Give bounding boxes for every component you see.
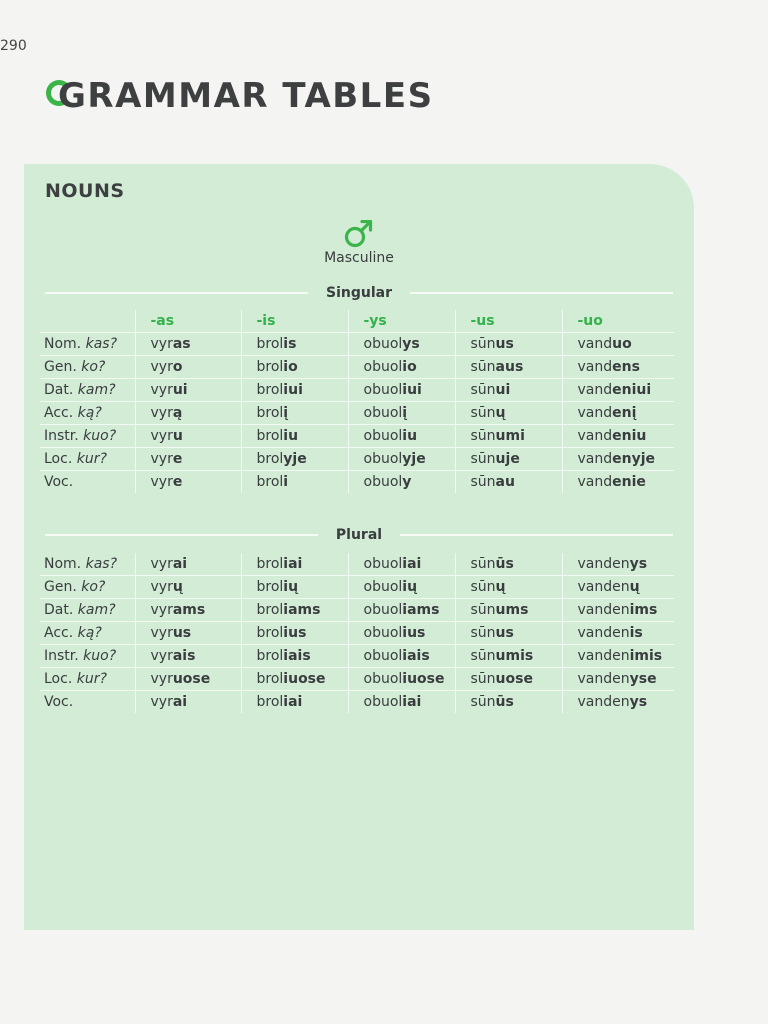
noun-ending: y	[402, 474, 412, 490]
noun-form-cell	[455, 333, 562, 356]
noun-stem: obuol	[363, 405, 403, 421]
case-question: ko?	[81, 359, 106, 375]
noun-stem: vyr	[150, 336, 173, 352]
noun-ending: uje	[495, 451, 520, 467]
noun-ending: iams	[283, 602, 321, 618]
noun-form-cell	[562, 379, 674, 402]
noun-stem: vand	[577, 359, 613, 375]
noun-form-cell	[562, 576, 674, 599]
noun-ending: ais	[172, 648, 196, 664]
case-name: Dat.	[44, 602, 74, 618]
case-label-cell	[40, 425, 135, 448]
divider-line	[45, 292, 308, 294]
noun-ending: ai	[172, 556, 188, 572]
noun-form-cell	[348, 576, 455, 599]
noun-form-cell	[135, 471, 241, 494]
noun-form-cell	[135, 576, 241, 599]
noun-stem: sūn	[470, 428, 496, 444]
noun-stem: vanden	[577, 556, 630, 572]
noun-ending: ys	[629, 694, 648, 710]
noun-ending: is	[283, 336, 297, 352]
case-name: Acc.	[44, 625, 74, 641]
noun-stem: obuol	[363, 602, 403, 618]
noun-stem: sūn	[470, 382, 496, 398]
noun-ending: io	[402, 359, 417, 375]
noun-form-cell	[455, 425, 562, 448]
noun-form-cell	[562, 553, 674, 576]
case-label-cell	[40, 356, 135, 379]
noun-stem: obuol	[363, 625, 403, 641]
noun-stem: sūn	[470, 359, 496, 375]
noun-ending: is	[629, 625, 643, 641]
noun-form-cell	[455, 576, 562, 599]
nouns-panel	[24, 164, 694, 930]
case-name: Gen.	[44, 359, 77, 375]
case-row	[40, 553, 674, 576]
plural-header	[45, 525, 673, 545]
case-question: kuo?	[83, 428, 117, 444]
noun-stem: vyr	[150, 451, 173, 467]
case-name: Nom.	[44, 556, 82, 572]
case-label-cell	[40, 576, 135, 599]
noun-form-cell	[455, 448, 562, 471]
noun-ending: ui	[172, 382, 188, 398]
noun-form-cell	[455, 402, 562, 425]
noun-stem: obuol	[363, 428, 403, 444]
noun-stem: brol	[256, 474, 284, 490]
noun-ending: iui	[402, 382, 422, 398]
noun-form-cell	[348, 553, 455, 576]
noun-ending: į	[283, 405, 289, 421]
case-question: kam?	[77, 382, 116, 398]
noun-ending: iais	[402, 648, 430, 664]
noun-stem: brol	[256, 336, 284, 352]
noun-stem: brol	[256, 648, 284, 664]
noun-form-cell	[241, 356, 348, 379]
noun-stem: obuol	[363, 359, 403, 375]
noun-ending: ų	[172, 579, 183, 595]
noun-stem: brol	[256, 625, 284, 641]
noun-stem: vand	[577, 336, 613, 352]
noun-ending: enyje	[612, 451, 656, 467]
case-question: ką?	[77, 405, 102, 421]
plural-table	[40, 553, 674, 713]
noun-ending: u	[172, 428, 183, 444]
case-name: Nom.	[44, 336, 82, 352]
noun-form-cell	[455, 379, 562, 402]
ending-header: -us	[455, 310, 562, 333]
noun-form-cell	[562, 645, 674, 668]
case-label-cell	[40, 599, 135, 622]
noun-ending: uose	[495, 671, 533, 687]
noun-form-cell	[562, 448, 674, 471]
case-name: Dat.	[44, 382, 74, 398]
noun-form-cell	[348, 448, 455, 471]
noun-ending: o	[172, 359, 183, 375]
noun-stem: vanden	[577, 602, 630, 618]
noun-ending: e	[172, 474, 183, 490]
case-row	[40, 379, 674, 402]
noun-form-cell	[562, 668, 674, 691]
noun-ending: ų	[495, 579, 506, 595]
noun-stem: vyr	[150, 602, 173, 618]
noun-ending: ių	[402, 579, 418, 595]
noun-stem: obuol	[363, 579, 403, 595]
noun-form-cell	[241, 553, 348, 576]
noun-stem: vyr	[150, 579, 173, 595]
case-label-cell	[40, 471, 135, 494]
noun-form-cell	[135, 356, 241, 379]
noun-form-cell	[348, 645, 455, 668]
noun-stem: vyr	[150, 556, 173, 572]
noun-stem: vyr	[150, 648, 173, 664]
noun-ending: us	[495, 336, 514, 352]
case-question: kam?	[77, 602, 116, 618]
empty-header-cell	[40, 310, 135, 333]
noun-ending: as	[172, 336, 191, 352]
case-name: Acc.	[44, 405, 74, 421]
noun-ending: ys	[402, 336, 420, 352]
noun-ending: ens	[612, 359, 640, 375]
noun-ending: umi	[495, 428, 525, 444]
noun-stem: obuol	[363, 694, 403, 710]
noun-ending: us	[172, 625, 192, 641]
noun-stem: sūn	[470, 474, 496, 490]
noun-form-cell	[455, 668, 562, 691]
noun-stem: obuol	[363, 648, 403, 664]
plural-label: Plural	[335, 527, 383, 543]
noun-form-cell	[135, 668, 241, 691]
case-question: ką?	[77, 625, 102, 641]
divider-line	[45, 534, 318, 536]
case-row	[40, 668, 674, 691]
case-name: Loc.	[44, 451, 73, 467]
case-row	[40, 333, 674, 356]
noun-form-cell	[348, 691, 455, 714]
noun-form-cell	[241, 599, 348, 622]
noun-stem: vyr	[150, 694, 173, 710]
noun-form-cell	[348, 622, 455, 645]
noun-form-cell	[241, 402, 348, 425]
noun-ending: enie	[612, 474, 646, 490]
section-title: NOUNS	[45, 180, 125, 202]
noun-ending: iai	[402, 694, 422, 710]
noun-ending: iais	[283, 648, 311, 664]
noun-stem: brol	[256, 359, 284, 375]
case-question: kas?	[85, 336, 118, 352]
case-label-cell	[40, 645, 135, 668]
noun-form-cell	[135, 425, 241, 448]
noun-form-cell	[348, 379, 455, 402]
ending-header: -is	[241, 310, 348, 333]
noun-stem: vand	[577, 474, 613, 490]
noun-ending: ai	[172, 694, 188, 710]
noun-form-cell	[562, 691, 674, 714]
noun-ending: e	[172, 451, 183, 467]
noun-ending: ų	[495, 405, 506, 421]
case-label-cell	[40, 668, 135, 691]
noun-form-cell	[562, 425, 674, 448]
noun-ending: us	[495, 625, 514, 641]
noun-form-cell	[241, 691, 348, 714]
noun-ending: ys	[629, 556, 648, 572]
noun-ending: iams	[402, 602, 440, 618]
noun-ending: eniui	[612, 382, 652, 398]
noun-form-cell	[135, 691, 241, 714]
noun-form-cell	[348, 425, 455, 448]
divider-line	[410, 292, 673, 294]
case-name: Loc.	[44, 671, 73, 687]
page-number: 290	[0, 38, 27, 54]
case-row	[40, 471, 674, 494]
noun-ending: ius	[402, 625, 426, 641]
case-question: kur?	[76, 671, 107, 687]
singular-header	[45, 283, 673, 303]
noun-stem: vand	[577, 382, 613, 398]
noun-ending: io	[283, 359, 298, 375]
gender-block	[24, 220, 694, 266]
noun-stem: sūn	[470, 579, 496, 595]
noun-ending: ams	[172, 602, 206, 618]
noun-ending: imis	[629, 648, 663, 664]
noun-form-cell	[562, 356, 674, 379]
noun-stem: obuol	[363, 382, 403, 398]
noun-stem: vanden	[577, 579, 630, 595]
noun-ending: ims	[629, 602, 658, 618]
noun-form-cell	[455, 599, 562, 622]
case-row	[40, 448, 674, 471]
case-label-cell	[40, 402, 135, 425]
noun-ending: uose	[172, 671, 211, 687]
noun-ending: ūs	[495, 694, 514, 710]
noun-form-cell	[135, 333, 241, 356]
noun-stem: brol	[256, 451, 284, 467]
noun-stem: vyr	[150, 405, 173, 421]
noun-ending: umis	[495, 648, 534, 664]
male-symbol-icon	[344, 220, 374, 248]
noun-stem: vyr	[150, 359, 173, 375]
page-title: GRAMMAR TABLES	[58, 76, 434, 116]
noun-ending: yje	[283, 451, 307, 467]
noun-ending: iai	[402, 556, 422, 572]
noun-stem: vanden	[577, 625, 630, 641]
noun-form-cell	[241, 471, 348, 494]
noun-form-cell	[241, 645, 348, 668]
noun-ending: iuose	[402, 671, 445, 687]
singular-label: Singular	[326, 285, 392, 301]
noun-stem: vyr	[150, 382, 173, 398]
noun-stem: sūn	[470, 671, 496, 687]
case-row	[40, 691, 674, 714]
noun-form-cell	[348, 402, 455, 425]
noun-form-cell	[348, 599, 455, 622]
noun-ending: yje	[402, 451, 426, 467]
noun-ending: eniu	[612, 428, 647, 444]
noun-stem: vyr	[150, 671, 173, 687]
noun-stem: brol	[256, 602, 284, 618]
noun-ending: ui	[495, 382, 511, 398]
noun-ending: ūs	[495, 556, 514, 572]
noun-form-cell	[562, 333, 674, 356]
noun-form-cell	[241, 425, 348, 448]
noun-stem: brol	[256, 579, 284, 595]
noun-form-cell	[135, 599, 241, 622]
case-row	[40, 356, 674, 379]
noun-form-cell	[135, 402, 241, 425]
case-label-cell	[40, 622, 135, 645]
noun-form-cell	[241, 576, 348, 599]
noun-stem: vand	[577, 405, 613, 421]
noun-stem: vanden	[577, 694, 630, 710]
noun-stem: vanden	[577, 671, 630, 687]
noun-ending: ius	[283, 625, 307, 641]
noun-ending: au	[495, 474, 515, 490]
divider-line	[400, 534, 673, 536]
noun-stem: sūn	[470, 556, 496, 572]
noun-ending: i	[283, 474, 289, 490]
noun-form-cell	[135, 622, 241, 645]
noun-ending: yse	[629, 671, 657, 687]
noun-form-cell	[135, 379, 241, 402]
noun-form-cell	[348, 668, 455, 691]
noun-stem: obuol	[363, 451, 403, 467]
case-name: Gen.	[44, 579, 77, 595]
noun-form-cell	[455, 553, 562, 576]
case-row	[40, 645, 674, 668]
noun-stem: sūn	[470, 602, 496, 618]
noun-form-cell	[455, 645, 562, 668]
noun-form-cell	[135, 645, 241, 668]
noun-ending: iu	[283, 428, 299, 444]
noun-stem: sūn	[470, 336, 496, 352]
noun-stem: obuol	[363, 474, 403, 490]
case-question: kas?	[85, 556, 118, 572]
ending-header: -as	[135, 310, 241, 333]
noun-ending: ų	[629, 579, 640, 595]
noun-stem: vand	[577, 428, 613, 444]
noun-stem: brol	[256, 428, 284, 444]
noun-ending: ą	[172, 405, 183, 421]
noun-form-cell	[562, 599, 674, 622]
noun-stem: sūn	[470, 648, 496, 664]
noun-stem: brol	[256, 405, 284, 421]
noun-ending: iai	[283, 556, 303, 572]
noun-form-cell	[241, 333, 348, 356]
noun-form-cell	[241, 622, 348, 645]
noun-ending: ums	[495, 602, 529, 618]
noun-stem: vyr	[150, 625, 173, 641]
case-name: Instr.	[44, 428, 79, 444]
noun-stem: vyr	[150, 428, 173, 444]
noun-form-cell	[562, 402, 674, 425]
noun-form-cell	[455, 471, 562, 494]
case-name: Voc.	[44, 694, 74, 710]
noun-form-cell	[562, 471, 674, 494]
noun-stem: brol	[256, 382, 284, 398]
noun-form-cell	[455, 356, 562, 379]
case-label-cell	[40, 379, 135, 402]
singular-table	[40, 310, 674, 493]
noun-ending: iai	[283, 694, 303, 710]
noun-form-cell	[562, 622, 674, 645]
noun-stem: obuol	[363, 336, 403, 352]
case-row	[40, 402, 674, 425]
noun-stem: brol	[256, 694, 284, 710]
noun-form-cell	[135, 448, 241, 471]
ending-header-row	[40, 310, 674, 333]
noun-form-cell	[241, 379, 348, 402]
case-row	[40, 576, 674, 599]
noun-form-cell	[348, 333, 455, 356]
noun-ending: iu	[402, 428, 418, 444]
noun-stem: vanden	[577, 648, 630, 664]
case-label-cell	[40, 448, 135, 471]
case-label-cell	[40, 333, 135, 356]
case-label-cell	[40, 553, 135, 576]
ending-header: -ys	[348, 310, 455, 333]
noun-stem: vand	[577, 451, 613, 467]
case-row	[40, 425, 674, 448]
noun-stem: brol	[256, 671, 284, 687]
noun-stem: sūn	[470, 451, 496, 467]
noun-stem: obuol	[363, 556, 403, 572]
noun-ending: uo	[612, 336, 632, 352]
noun-ending: ių	[283, 579, 299, 595]
noun-ending: aus	[495, 359, 524, 375]
noun-form-cell	[241, 448, 348, 471]
case-name: Voc.	[44, 474, 74, 490]
noun-ending: enį	[612, 405, 637, 421]
gender-label: Masculine	[324, 250, 394, 266]
noun-form-cell	[455, 622, 562, 645]
noun-stem: sūn	[470, 405, 496, 421]
noun-form-cell	[135, 553, 241, 576]
noun-form-cell	[348, 356, 455, 379]
noun-form-cell	[455, 691, 562, 714]
case-label-cell	[40, 691, 135, 714]
noun-ending: iuose	[283, 671, 326, 687]
noun-stem: obuol	[363, 671, 403, 687]
noun-stem: sūn	[470, 694, 496, 710]
noun-stem: brol	[256, 556, 284, 572]
noun-form-cell	[241, 668, 348, 691]
noun-form-cell	[348, 471, 455, 494]
case-question: ko?	[81, 579, 106, 595]
noun-stem: vyr	[150, 474, 173, 490]
case-row	[40, 622, 674, 645]
noun-ending: iui	[283, 382, 303, 398]
noun-ending: į	[402, 405, 408, 421]
noun-stem: sūn	[470, 625, 496, 641]
case-question: kur?	[76, 451, 107, 467]
case-question: kuo?	[83, 648, 117, 664]
case-name: Instr.	[44, 648, 79, 664]
ending-header: -uo	[562, 310, 674, 333]
case-row	[40, 599, 674, 622]
